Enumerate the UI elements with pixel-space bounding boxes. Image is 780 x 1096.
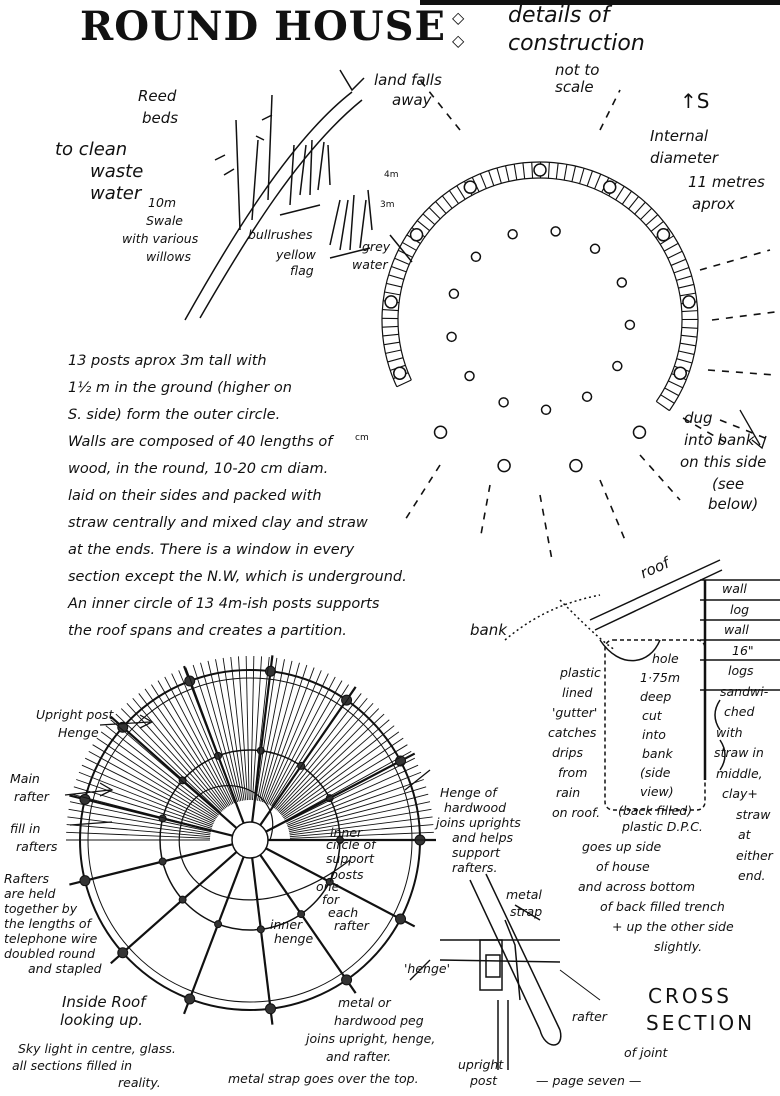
wall-hatch — [384, 342, 400, 345]
inner-post — [583, 392, 592, 401]
inside-roof-label-1: looking up. — [60, 1011, 143, 1029]
fill-in-rafter — [256, 658, 277, 800]
wall-hatch — [678, 284, 694, 288]
wall-hatch — [646, 215, 658, 226]
wall-hatch — [616, 186, 625, 200]
fill-in-rafter — [70, 802, 211, 832]
swale-4: willows — [146, 249, 192, 264]
rafters-held-label-6: and stapled — [28, 961, 102, 976]
inner-post — [551, 227, 560, 236]
swale-3: with various — [122, 231, 199, 246]
wall-hatch — [640, 208, 651, 219]
rafters-held-label-5: doubled round — [4, 946, 96, 961]
one-for-each-label-2: each — [328, 905, 359, 920]
wall-hatch — [572, 166, 576, 182]
hole-label-6: (side — [640, 765, 671, 780]
wall-label-11: straw — [736, 806, 771, 822]
main-rafter — [266, 754, 415, 832]
roof-label: roof — [637, 553, 672, 583]
support-post — [257, 926, 264, 933]
inner-post — [471, 252, 480, 261]
internal-diameter-3: 11 metres — [688, 173, 765, 191]
gutter-label-5: from — [558, 765, 588, 780]
wall-hatch — [668, 251, 682, 258]
wall-hatch — [548, 162, 549, 178]
fill-in-rafter — [72, 794, 211, 830]
inner-post — [625, 320, 634, 329]
wall-label-9: middle, — [716, 765, 763, 781]
wall-hatch — [389, 275, 404, 280]
paragraph-line: the roof spans and creates a partition. — [68, 623, 347, 639]
wall-label-4: logs — [728, 663, 754, 678]
wall-label-2: wall — [724, 622, 749, 637]
dug-bank-1: dug — [684, 409, 713, 427]
main-rafter — [252, 858, 272, 1025]
upright-post — [342, 975, 352, 985]
wall-hatch — [497, 168, 501, 183]
paragraph-line: Walls are composed of 40 lengths of — [68, 434, 333, 450]
outer-post — [534, 164, 546, 176]
clean-water-3: water — [90, 183, 142, 204]
wall-hatch — [676, 276, 691, 280]
inner-circle-label-0: inner — [330, 825, 363, 840]
dpc-label-1: goes up side — [582, 839, 662, 854]
metal-strap-label-0: metal — [506, 887, 542, 902]
fill-in-rafter — [116, 714, 221, 813]
dug-bank-5: below) — [708, 495, 759, 513]
outer-post — [385, 296, 397, 308]
paragraph-line: An inner circle of 13 4m-ish posts supports — [68, 596, 380, 612]
hole-label-1: 1·75m — [640, 670, 681, 685]
wall-label-0: wall — [722, 581, 747, 596]
clean-water-1: to clean — [55, 139, 128, 160]
wall-label-1: log — [730, 601, 750, 617]
skylight-label-0: Sky light in centre, glass. — [18, 1041, 176, 1056]
cross-label-2: SECTION — [646, 1011, 756, 1035]
wall-hatch — [382, 326, 398, 327]
title-bullets: ◇ ◇ — [452, 8, 465, 51]
land-falls-2: away — [392, 91, 432, 109]
upright-post — [118, 948, 128, 958]
of-joint-label: of joint — [624, 1045, 668, 1060]
wall-label-3: 16" — [732, 642, 754, 658]
outer-post — [633, 426, 645, 438]
one-for-each-label-3: rafter — [334, 918, 369, 933]
wall-hatch — [480, 174, 486, 189]
rafters-held-label-4: telephone wire — [4, 931, 98, 946]
wall-hatch — [382, 310, 398, 311]
paragraph-line: section except the N.W, which is underground. — [68, 569, 407, 585]
dpc-label-5: + up the other side — [612, 919, 734, 934]
inner-post — [542, 405, 551, 414]
height-4m: 4m — [384, 170, 399, 180]
wall-label-7: with — [716, 724, 743, 740]
one-for-each-label-0: one — [316, 879, 340, 894]
cross-label-1: CROSS — [648, 984, 732, 1008]
wall-hatch — [449, 191, 458, 204]
paragraph-line: 13 posts aprox 3m tall with — [68, 353, 267, 369]
rafters-held-label-3: the lengths of — [4, 916, 91, 931]
skylight-label-2: reality. — [118, 1075, 161, 1090]
upright-post-label-0: Upright post — [36, 707, 114, 722]
wall-hatch — [622, 191, 631, 204]
wall-hatch — [514, 164, 517, 180]
gutter-label-4: drips — [552, 745, 583, 760]
paragraph-line: laid on their sides and packed with — [68, 488, 322, 504]
gutter-label-3: catches — [548, 725, 597, 740]
wall-hatch — [656, 401, 669, 410]
wall-hatch — [564, 164, 567, 180]
bullrushes-label: bullrushes — [248, 227, 313, 242]
swale-drawing — [185, 70, 412, 320]
main-rafter-label-1: rafter — [14, 789, 49, 804]
reed-beds-2: beds — [142, 109, 179, 127]
upright-post — [185, 994, 195, 1004]
south-marker: ↑S — [680, 89, 710, 113]
wall-hatch — [383, 334, 399, 336]
fill-in-rafter — [270, 681, 342, 806]
wall-label-10: clay+ — [722, 786, 758, 801]
gutter-label-7: on roof. — [552, 805, 601, 820]
wall-label-6: ched — [724, 704, 755, 719]
rafters-held-label-2: together by — [4, 901, 78, 916]
upright-post-label-1: Henge — [58, 725, 99, 740]
land-falls-1: land falls — [374, 71, 442, 89]
main-rafter-label-0: Main — [10, 771, 40, 786]
outer-post — [498, 460, 510, 472]
wall-hatch — [595, 174, 601, 189]
wall-label-5: sandwi- — [720, 683, 769, 699]
wall-hatch — [664, 243, 678, 251]
wall-hatch — [668, 381, 682, 388]
support-posts-label-0: support — [326, 851, 374, 866]
hole-label-2: deep — [640, 689, 672, 704]
internal-diameter-4: aprox — [692, 195, 735, 213]
grey-water-1: grey — [362, 239, 391, 254]
support-post — [215, 921, 222, 928]
bank-label: bank — [470, 621, 507, 639]
upright-post — [396, 914, 406, 924]
inner-post — [613, 362, 622, 371]
dug-bank-4: (see — [712, 475, 745, 493]
wall-hatch — [384, 292, 400, 295]
wall-hatch — [681, 335, 697, 337]
joint-upright-post-label-0: upright — [458, 1057, 504, 1072]
cm-superscript: cm — [355, 433, 369, 443]
gutter-label-2: 'gutter' — [552, 705, 598, 720]
description-paragraph — [68, 348, 468, 645]
wall-label-13: either — [736, 847, 773, 863]
wall-hatch — [665, 388, 679, 396]
hole-label-3: cut — [642, 708, 662, 723]
inner-post — [449, 289, 458, 298]
wall-hatch — [556, 163, 558, 179]
strap-over-label: metal strap goes over the top. — [228, 1071, 419, 1086]
wall-hatch — [580, 168, 584, 183]
paragraph-line: at the ends. There is a window in every — [68, 542, 355, 558]
inner-post — [617, 278, 626, 287]
dpc-label-0: plastic D.P.C. — [622, 819, 703, 834]
wall-hatch — [395, 258, 410, 264]
dpc-label-4: of back filled trench — [600, 899, 725, 914]
dpc-label-2: of house — [596, 859, 650, 874]
fill-in-label-1: rafters — [16, 839, 58, 854]
wall-label-12: at — [738, 827, 751, 842]
paragraph-line: 1½ m in the ground (higher on — [68, 380, 292, 396]
skylight — [232, 822, 268, 858]
gutter-label-6: rain — [556, 785, 581, 800]
wall-hatch — [436, 201, 447, 213]
hole-label-0: hole — [652, 651, 679, 666]
upright-post — [265, 1004, 275, 1014]
fill-in-label-0: fill in — [10, 821, 41, 836]
wall-hatch — [635, 202, 646, 214]
yellow-flag-2: flag — [290, 263, 314, 278]
inner-post — [447, 332, 456, 341]
page-number: — page seven — — [536, 1073, 642, 1088]
dpc-label-3: and across bottom — [578, 879, 696, 894]
upright-post — [80, 876, 90, 886]
wall-hatch — [402, 242, 416, 250]
wall-hatch — [679, 351, 695, 354]
henge-of-label-4: support — [452, 845, 500, 860]
hole-label-4: into — [642, 727, 666, 742]
inner-henge-label-1: henge — [274, 931, 314, 946]
wall-hatch — [674, 268, 689, 273]
henge-of-label-0: Henge of — [440, 785, 497, 800]
paragraph-line: wood, in the round, 10-20 cm diam. — [68, 461, 329, 477]
wall-hatch — [532, 162, 533, 178]
outer-post — [674, 367, 686, 379]
inner-circle-label-1: circle of — [326, 837, 376, 852]
paragraph-line: S. side) form the outer circle. — [68, 407, 281, 423]
wall-hatch — [489, 171, 494, 186]
hole-label-7: view) — [640, 784, 674, 799]
wall-hatch — [391, 266, 406, 271]
wall-hatch — [429, 207, 440, 218]
swale-1: 10m — [148, 195, 177, 210]
henge-of-label-1: hardwood — [444, 800, 507, 815]
dug-bank-3: on this side — [680, 453, 767, 471]
wall-hatch — [442, 196, 452, 209]
inside-roof-drawing — [66, 655, 436, 1024]
henge-label: 'henge' — [404, 961, 451, 976]
henge-of-label-2: joins uprights — [436, 815, 521, 830]
peg-label-3: and rafter. — [326, 1049, 392, 1064]
wall-hatch — [677, 359, 692, 363]
outer-post — [464, 181, 476, 193]
rafters-held-label-0: Rafters — [4, 871, 49, 886]
paragraph-line: straw centrally and mixed clay and straw — [68, 515, 368, 531]
hole-label-5: bank — [642, 746, 673, 761]
outer-post — [657, 229, 669, 241]
support-post — [179, 896, 186, 903]
outer-post — [411, 229, 423, 241]
swale-2: Swale — [146, 213, 183, 228]
yellow-flag-1: yellow — [276, 247, 316, 262]
wall-hatch — [661, 395, 675, 403]
joint-upright-post-label-1: post — [470, 1073, 497, 1088]
dpc-label-6: slightly. — [654, 939, 703, 954]
metal-strap-label-1: strap — [510, 904, 543, 919]
page-subtitle: details of construction — [508, 3, 645, 56]
inner-post — [591, 244, 600, 253]
not-to-scale-note: not to scale — [555, 61, 600, 97]
inner-post — [508, 230, 517, 239]
henge-of-label-3: and helps — [452, 830, 514, 845]
reed-beds-1: Reed — [138, 87, 177, 105]
wall-hatch — [386, 283, 402, 287]
wall-hatch — [671, 259, 686, 265]
skylight-label-1: all sections filled in — [12, 1058, 133, 1073]
fill-in-rafter — [288, 779, 424, 826]
inner-henge-label-0: inner — [270, 917, 303, 932]
grey-water-2: water — [352, 257, 388, 272]
support-post — [159, 858, 166, 865]
outer-post — [683, 296, 695, 308]
wall-label-8: straw in — [714, 745, 764, 760]
main-rafter — [184, 857, 244, 1014]
outer-post — [604, 181, 616, 193]
wall-hatch — [423, 214, 435, 225]
inner-post — [499, 398, 508, 407]
wall-hatch — [680, 343, 696, 346]
upright-post — [80, 794, 90, 804]
gutter-label-0: plastic — [560, 665, 601, 680]
rafters-held-label-1: are held — [4, 886, 56, 901]
inside-roof-label-0: Inside Roof — [62, 993, 146, 1011]
internal-diameter-2: diameter — [650, 149, 718, 167]
dug-bank-2: into bank — [684, 431, 755, 449]
wall-hatch — [506, 166, 509, 182]
wall-label-14: end. — [738, 868, 766, 883]
wall-hatch — [682, 327, 698, 328]
wall-hatch — [523, 163, 525, 179]
page-title: ROUND HOUSE — [80, 3, 447, 50]
support-posts-label-1: posts — [330, 867, 364, 882]
wall-hatch — [398, 250, 412, 257]
peg-label-0: metal or — [338, 995, 391, 1010]
clean-water-2: waste — [90, 161, 144, 182]
internal-diameter-1: Internal — [650, 127, 709, 145]
outer-post — [570, 460, 582, 472]
wall-hatch — [682, 311, 698, 312]
peg-label-2: joins upright, henge, — [306, 1031, 436, 1046]
wall-hatch — [587, 171, 592, 186]
rafter-label: rafter — [572, 1009, 607, 1024]
henge-of-label-5: rafters. — [452, 860, 498, 875]
height-3m: 3m — [380, 200, 395, 210]
gutter-label-1: lined — [562, 685, 593, 700]
hole-label-8: (back filled) — [618, 803, 693, 818]
wall-hatch — [629, 197, 639, 210]
peg-label-1: hardwood peg — [334, 1013, 424, 1028]
one-for-each-label-1: for — [322, 892, 340, 907]
